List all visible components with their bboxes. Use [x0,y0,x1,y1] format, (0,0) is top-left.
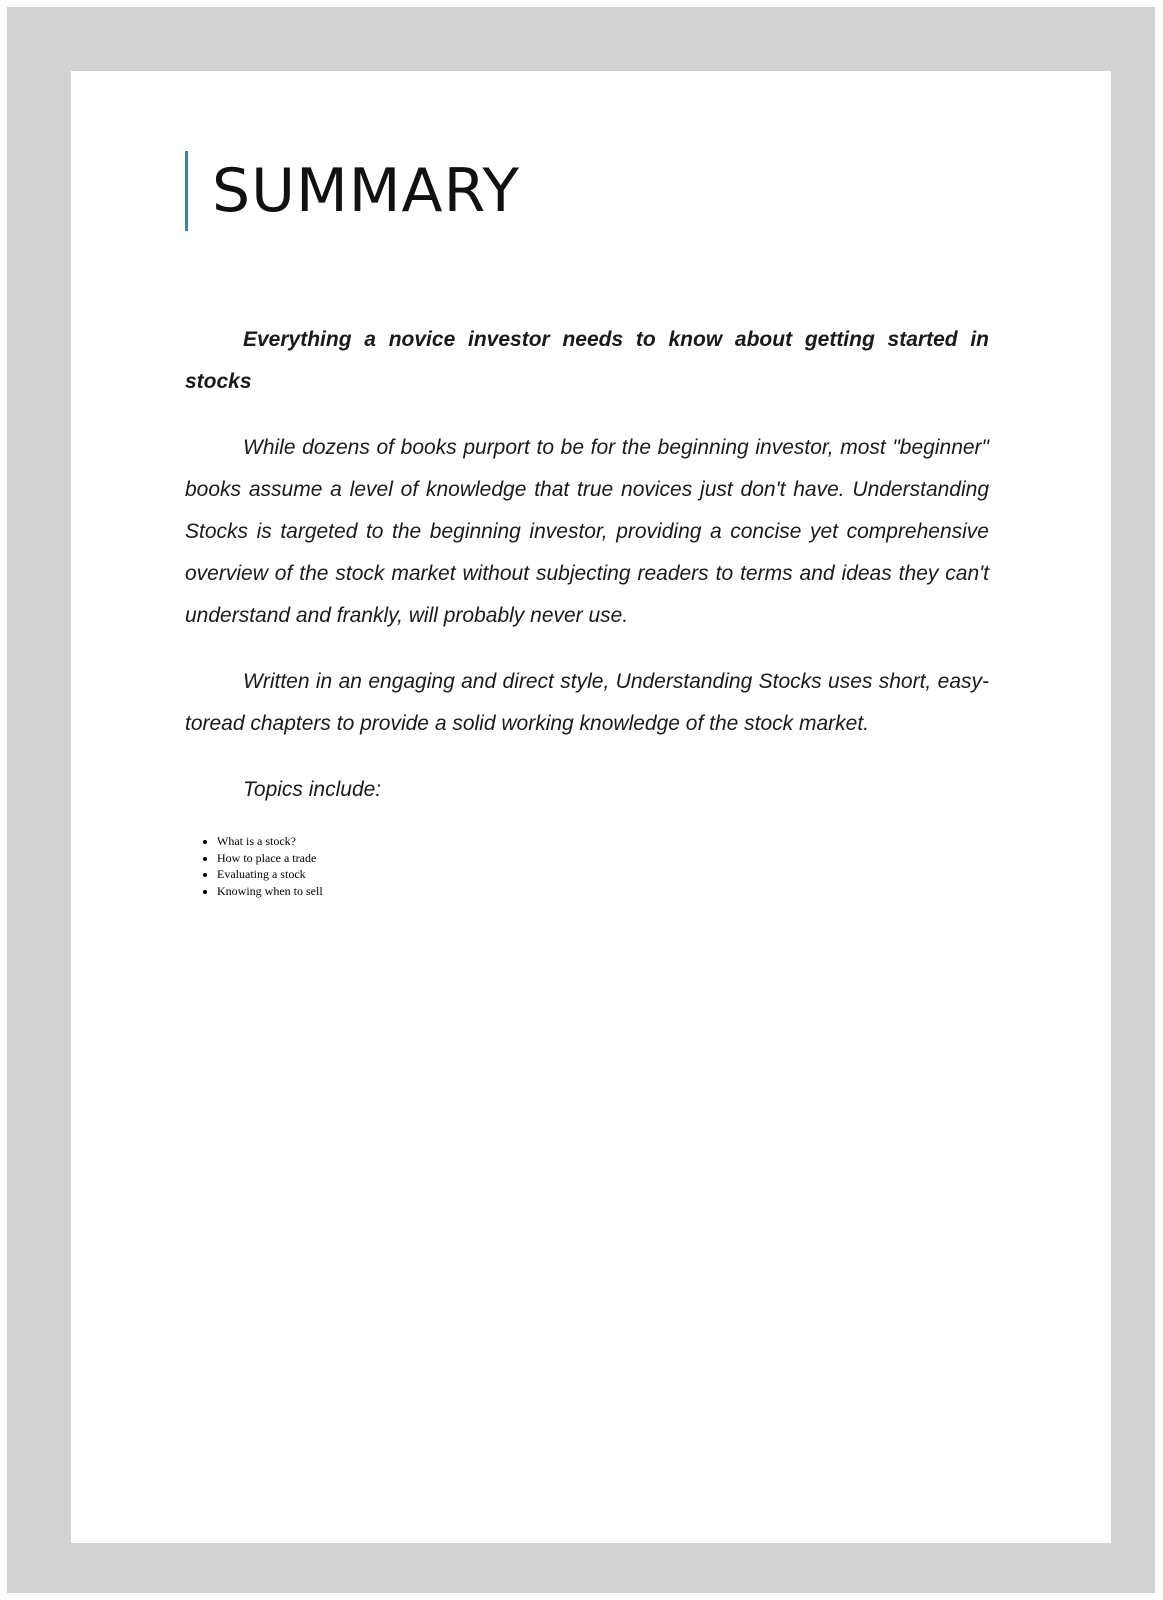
page-title: SUMMARY [212,156,521,226]
list-item: • What is a stock? [217,833,323,850]
lead-paragraph: Everything a novice investor needs to know about getting started in stocks [185,328,989,393]
body-paragraph-1: While dozens of books purport to be for the beginning investor, most "beginner" books assume a level of knowledge that true novices just don't have. Understanding Stocks is targeted to the beginning investor, providing a concise yet comprehensive overview of the stock market without subjecting readers to terms and ideas they can't understand and frankly, will probably never use. [185,436,989,627]
summary-content [185,319,989,833]
list-item: • How to place a trade [217,850,323,867]
list-item: • Evaluating a stock [217,866,323,883]
topics-list [185,833,323,899]
title-accent-bar [185,151,188,231]
document-page [71,71,1111,1543]
list-item: • Knowing when to sell [217,883,323,900]
page-frame [7,7,1155,1593]
topics-intro: Topics include: [243,778,382,801]
body-paragraph-2: Written in an engaging and direct style, Understanding Stocks uses short, easy-toread chapters to provide a solid working knowledge of the stock market. [185,670,989,735]
title-block [185,151,520,231]
